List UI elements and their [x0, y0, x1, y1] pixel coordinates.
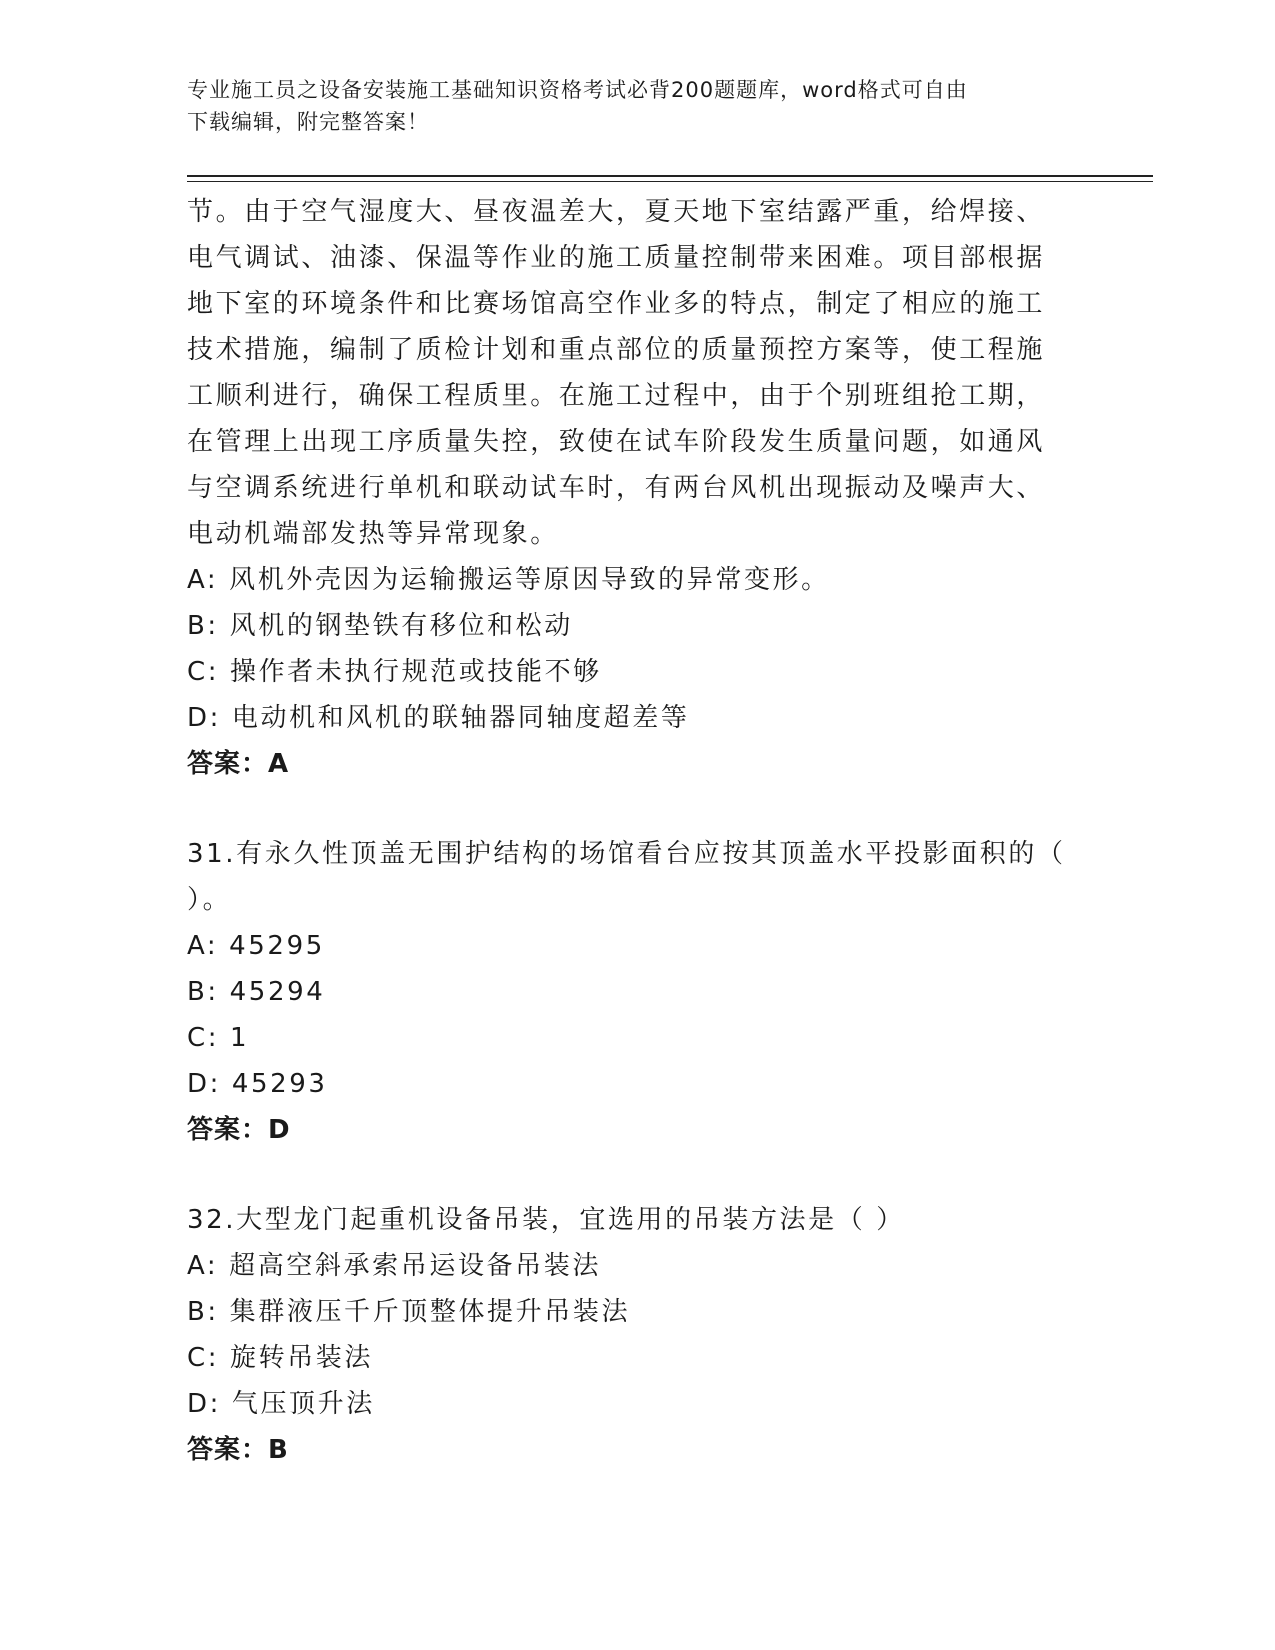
question-text-line: 节。由于空气湿度大、昼夜温差大，夏天地下室结露严重，给焊接、	[187, 197, 1046, 227]
option-d: D: 45293	[187, 1069, 328, 1099]
document-body	[187, 189, 1067, 1473]
option-d: D: 气压顶升法	[187, 1389, 375, 1419]
option-b: B: 集群液压千斤顶整体提升吊装法	[187, 1297, 631, 1327]
header-divider-thick	[187, 175, 1153, 177]
question-text-line: 电气调试、油漆、保温等作业的施工质量控制带来困难。项目部根据	[187, 243, 1046, 273]
question-text-line: 与空调系统进行单机和联动试车时，有两台风机出现振动及噪声大、	[187, 473, 1046, 503]
header-line-2: 下载编辑，附完整答案！	[187, 110, 429, 134]
answer: 答案：D	[187, 1115, 291, 1145]
question-30	[187, 189, 1067, 787]
option-c: C: 旋转吊装法	[187, 1343, 373, 1373]
option-b: B: 45294	[187, 977, 326, 1007]
question-text-line: 工顺利进行，确保工程质里。在施工过程中，由于个别班组抢工期，	[187, 381, 1046, 411]
spacer	[187, 1153, 1067, 1197]
header-divider-thin	[187, 181, 1153, 182]
question-text-line: 在管理上出现工序质量失控，致使在试车阶段发生质量问题，如通风	[187, 427, 1046, 457]
option-c: C: 1	[187, 1023, 250, 1053]
question-text-line: ）。	[187, 885, 232, 915]
option-c: C: 操作者未执行规范或技能不够	[187, 657, 602, 687]
question-text-line: 31.有永久性顶盖无围护结构的场馆看台应按其顶盖水平投影面积的（	[187, 839, 1066, 869]
question-31	[187, 831, 1067, 1153]
answer: 答案：B	[187, 1435, 289, 1465]
question-text-line: 32.大型龙门起重机设备吊装，宜选用的吊装方法是（ ）	[187, 1205, 905, 1235]
question-text-line: 电动机端部发热等异常现象。	[187, 519, 559, 549]
option-a: A: 45295	[187, 931, 325, 961]
question-32	[187, 1197, 1067, 1473]
option-d: D: 电动机和风机的联轴器同轴度超差等	[187, 703, 690, 733]
document-header	[187, 74, 1067, 138]
question-text-line: 技术措施，编制了质检计划和重点部位的质量预控方案等，使工程施	[187, 335, 1046, 365]
option-b: B: 风机的钢垫铁有移位和松动	[187, 611, 573, 641]
question-text-line: 地下室的环境条件和比赛场馆高空作业多的特点，制定了相应的施工	[187, 289, 1046, 319]
header-line-1: 专业施工员之设备安装施工基础知识资格考试必背200题题库，word格式可自由	[187, 78, 968, 102]
option-a: A: 风机外壳因为运输搬运等原因导致的异常变形。	[187, 565, 830, 595]
answer: 答案：A	[187, 749, 290, 779]
spacer	[187, 787, 1067, 831]
option-a: A: 超高空斜承索吊运设备吊装法	[187, 1251, 601, 1281]
